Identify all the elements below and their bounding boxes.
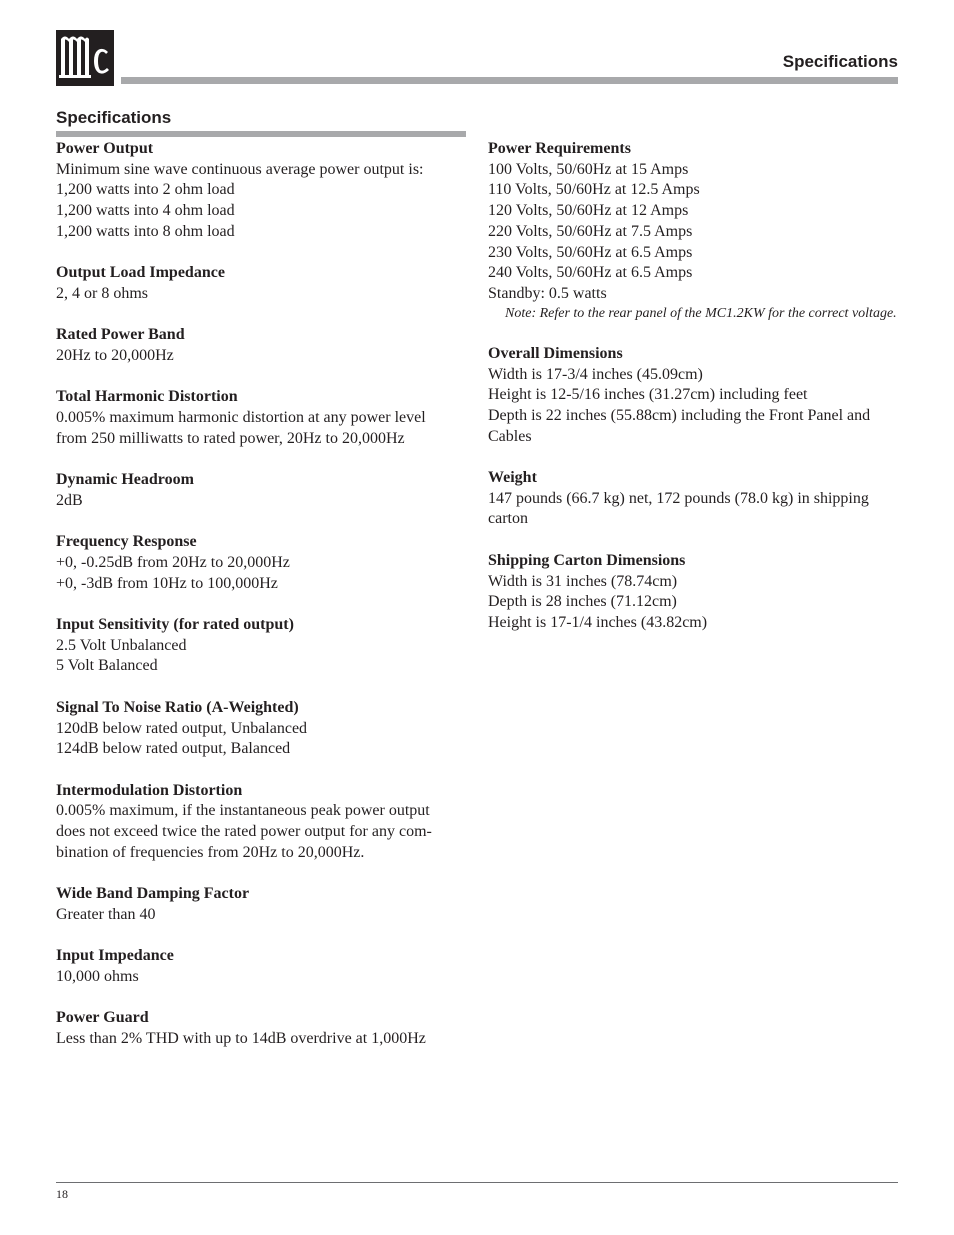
spec-heading: Power Output (56, 140, 154, 157)
left-spec-column (56, 139, 466, 1070)
spec-weight (488, 468, 900, 530)
spec-heading: Signal To Noise Ratio (A-Weighted) (56, 698, 299, 716)
right-spec-column (488, 139, 900, 654)
spec-dynamic-headroom (56, 470, 466, 511)
spec-heading: Frequency Response (56, 533, 197, 551)
spec-line: bination of frequencies from 20Hz to 20,000Hz. (56, 843, 365, 861)
spec-line: Height is 17-1/4 inches (43.82cm) (488, 613, 708, 631)
spec-line: 120 Volts, 50/60Hz at 12 Amps (488, 202, 689, 220)
spec-rated-power-band (56, 325, 466, 366)
spec-line: Less than 2% THD with up to 14dB overdrive at 1,000Hz (56, 1030, 426, 1048)
spec-power-output (56, 139, 466, 243)
page-number: 18 (56, 1187, 68, 1201)
spec-line: 10,000 ohms (56, 967, 139, 985)
spec-overall-dimensions (488, 344, 900, 448)
header-title: Specifications (782, 52, 898, 71)
spec-line: 2, 4 or 8 ohms (56, 284, 148, 302)
mcintosh-mc-logo-icon (56, 30, 114, 86)
footer-rule (56, 1182, 898, 1183)
spec-line: 20Hz to 20,000Hz (56, 347, 174, 364)
spec-line: Standby: 0.5 watts (488, 284, 607, 302)
spec-line: Depth is 22 inches (55.88cm) including the Front Panel and Cables (488, 406, 871, 445)
spec-note: Note: Refer to the rear panel of the MC1.2KW for the correct voltage. (505, 305, 897, 321)
spec-line: 1,200 watts into 2 ohm load (56, 181, 235, 199)
spec-line: 147 pounds (66.7 kg) net, 172 pounds (78.0 kg) in shipping carton (488, 489, 869, 528)
spec-heading: Total Harmonic Distortion (56, 388, 238, 406)
spec-heading: Output Load Impedance (56, 264, 225, 282)
spec-line: 240 Volts, 50/60Hz at 6.5 Amps (488, 264, 693, 282)
spec-heading: Shipping Carton Dimensions (488, 551, 686, 569)
header-rule (121, 77, 898, 84)
spec-line: 110 Volts, 50/60Hz at 12.5 Amps (488, 181, 700, 199)
spec-line: 100 Volts, 50/60Hz at 15 Amps (488, 160, 689, 178)
spec-line: 2.5 Volt Unbalanced (56, 636, 187, 654)
spec-line: 230 Volts, 50/60Hz at 6.5 Amps (488, 243, 693, 261)
spec-heading: Input Sensitivity (for rated output) (56, 616, 294, 634)
spec-power-requirements (488, 139, 900, 323)
spec-line: 220 Volts, 50/60Hz at 7.5 Amps (488, 222, 693, 240)
section-rule (56, 131, 466, 137)
spec-line: 2dB (56, 491, 83, 509)
spec-signal-to-noise-ratio (56, 698, 466, 760)
spec-heading: Intermodulation Distortion (56, 781, 243, 799)
spec-line: Depth is 28 inches (71.12cm) (488, 593, 677, 611)
spec-heading: Power Requirements (488, 140, 631, 157)
spec-line: Height is 12-5/16 inches (31.27cm) including feet (488, 386, 808, 404)
spec-frequency-response (56, 532, 466, 594)
spec-line: 1,200 watts into 8 ohm load (56, 222, 235, 240)
spec-line: 0.005% maximum harmonic distortion at any power level (56, 409, 426, 427)
spec-line: does not exceed twice the rated power output for any com- (56, 823, 432, 841)
spec-intermodulation-distortion (56, 781, 466, 864)
spec-line: 124dB below rated output, Balanced (56, 740, 291, 758)
spec-shipping-carton-dimensions (488, 551, 900, 634)
spec-heading: Input Impedance (56, 947, 174, 965)
spec-line: 1,200 watts into 4 ohm load (56, 202, 235, 220)
spec-line: 5 Volt Balanced (56, 657, 158, 675)
spec-output-load-impedance (56, 263, 466, 304)
spec-line: +0, -3dB from 10Hz to 100,000Hz (56, 574, 278, 592)
spec-total-harmonic-distortion (56, 387, 466, 449)
spec-line: +0, -0.25dB from 20Hz to 20,000Hz (56, 553, 290, 571)
spec-line: Minimum sine wave continuous average power output is: (56, 160, 424, 178)
spec-input-impedance (56, 946, 466, 987)
spec-line: Width is 31 inches (78.74cm) (488, 572, 678, 590)
spec-power-guard (56, 1008, 466, 1049)
section-title: Specifications (56, 108, 172, 127)
spec-wide-band-damping-factor (56, 884, 466, 925)
spec-line: 0.005% maximum, if the instantaneous peak power output (56, 802, 430, 820)
spec-heading: Overall Dimensions (488, 344, 623, 362)
spec-heading: Power Guard (56, 1009, 149, 1027)
spec-line: Width is 17-3/4 inches (45.09cm) (488, 365, 703, 383)
spec-line: Greater than 40 (56, 905, 156, 923)
spec-heading: Weight (488, 469, 537, 487)
spec-heading: Wide Band Damping Factor (56, 885, 250, 903)
spec-input-sensitivity (56, 615, 466, 677)
spec-line: 120dB below rated output, Unbalanced (56, 719, 308, 737)
spec-line: from 250 milliwatts to rated power, 20Hz to 20,000Hz (56, 429, 405, 447)
spec-heading: Dynamic Headroom (56, 471, 194, 489)
spec-heading: Rated Power Band (56, 326, 185, 344)
